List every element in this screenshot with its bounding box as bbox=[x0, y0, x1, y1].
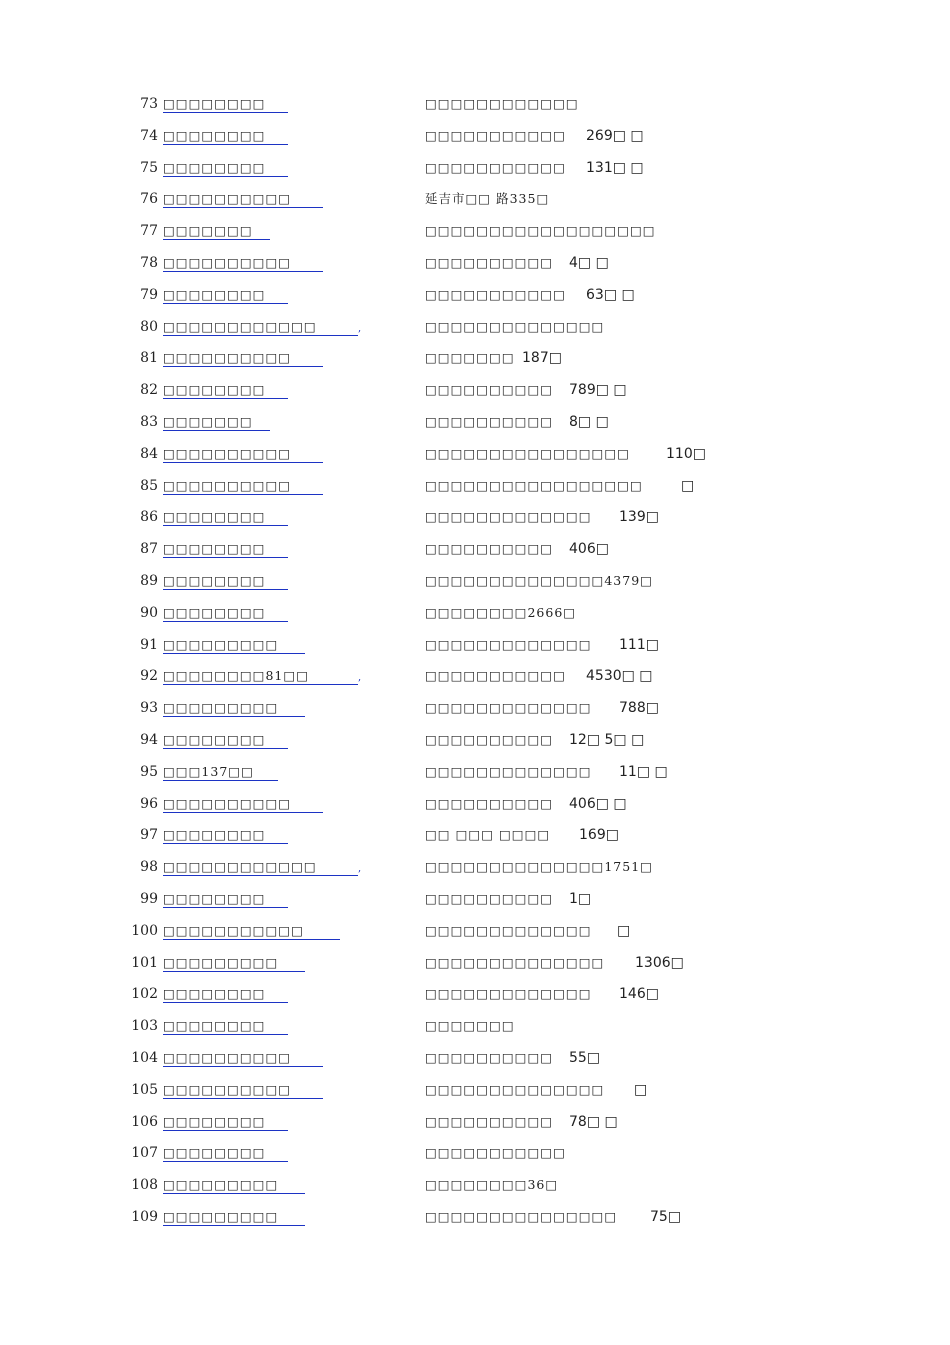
item-address: □□□□□□□□□□ bbox=[425, 1050, 554, 1065]
item-name-link[interactable]: □□□□□□□□□□□□ bbox=[163, 857, 358, 876]
item-name-link[interactable]: □□□□□□□□ bbox=[163, 158, 288, 177]
list-item bbox=[0, 1175, 950, 1195]
list-item bbox=[0, 1080, 950, 1100]
list-item bbox=[0, 603, 950, 623]
list-item bbox=[0, 253, 950, 273]
list-item bbox=[0, 1143, 950, 1163]
item-number: 92 bbox=[140, 668, 158, 685]
item-number: 77 bbox=[140, 223, 158, 240]
item-name-link[interactable]: □□□□□□□□□ bbox=[163, 953, 305, 972]
list-item bbox=[0, 953, 950, 973]
list-item bbox=[0, 825, 950, 845]
item-number: 85 bbox=[140, 477, 158, 494]
item-number-suffix: 8□ □ bbox=[569, 414, 609, 430]
list-item bbox=[0, 794, 950, 814]
item-number-suffix: 169□ bbox=[579, 827, 619, 844]
item-number: 82 bbox=[140, 382, 158, 399]
item-number: 91 bbox=[140, 636, 158, 653]
item-address: □□□□□□□□□□ bbox=[425, 414, 554, 429]
item-number: 109 bbox=[131, 1209, 158, 1225]
item-name-link[interactable]: □□□□□□□□ bbox=[163, 539, 288, 558]
list-item bbox=[0, 348, 950, 368]
item-address: □□□□□□□□□□□□□ bbox=[425, 700, 592, 716]
item-number-suffix: 75□ bbox=[650, 1209, 682, 1225]
item-address: □□□□□□□ bbox=[425, 1018, 515, 1034]
item-address: □□□□□□□□□□□□□□□□□□ bbox=[425, 223, 656, 239]
item-number: 105 bbox=[131, 1081, 158, 1098]
item-name-link[interactable]: □□□□□□□□□□ bbox=[163, 794, 323, 813]
comma-mark: , bbox=[358, 672, 362, 684]
item-number: 101 bbox=[131, 954, 158, 971]
list-item bbox=[0, 571, 950, 591]
item-address: □□□□□□□□□□□□□ bbox=[425, 636, 592, 652]
item-number: 73 bbox=[140, 96, 158, 112]
list-item bbox=[0, 1048, 950, 1068]
item-number: 98 bbox=[140, 859, 158, 876]
item-number-suffix: □ bbox=[617, 922, 631, 939]
item-address: □□□□□□□□□□□ bbox=[425, 668, 566, 684]
list-item bbox=[0, 539, 950, 559]
item-number-suffix: 110□ bbox=[666, 445, 706, 462]
item-name-link[interactable]: □□□□□□□□ bbox=[163, 603, 288, 622]
item-address: □□□□□□□□□□□ bbox=[425, 127, 566, 143]
item-name-link[interactable]: □□□□□□□□□□ bbox=[163, 348, 323, 367]
item-number: 100 bbox=[131, 922, 158, 939]
item-address: □□□□□□□□□□□□□□ bbox=[425, 954, 605, 970]
item-address: □□□□□□□□□□ bbox=[425, 382, 554, 398]
item-name-link[interactable]: □□□□□□□□ bbox=[163, 380, 288, 399]
item-address: □□□□□□□□□□□□□□□□□ bbox=[425, 477, 643, 493]
item-name-link[interactable]: □□□□□□□□ bbox=[163, 507, 288, 526]
item-address: □□□□□□□□□□□□□ bbox=[425, 509, 592, 525]
item-address: □□□□□□□□□□ bbox=[425, 1113, 554, 1129]
item-number: 103 bbox=[131, 1018, 158, 1035]
item-number: 93 bbox=[140, 700, 158, 717]
item-name-link[interactable]: □□□□□□□□ bbox=[163, 1112, 288, 1131]
item-name-link[interactable]: □□□□□□□ bbox=[163, 412, 270, 431]
item-address: □□□□□□□□□□□□□ bbox=[425, 763, 592, 779]
item-number: 102 bbox=[131, 986, 158, 1003]
item-number: 95 bbox=[140, 763, 158, 780]
item-address: □□□□□□□□36□ bbox=[425, 1177, 559, 1193]
list-item bbox=[0, 412, 950, 432]
item-number: 83 bbox=[140, 414, 158, 430]
item-name-link[interactable]: □□□□□□□□ bbox=[163, 285, 288, 304]
item-address: □□□□□□□□□□□□□□1751□ bbox=[425, 859, 653, 875]
item-name-link[interactable]: □□□□□□□□81□□ bbox=[163, 666, 358, 685]
item-number: 75 bbox=[140, 159, 158, 176]
list-item bbox=[0, 984, 950, 1004]
item-number-suffix: 12□ 5□ □ bbox=[569, 732, 645, 748]
item-name-link[interactable]: □□□□□□□□ bbox=[163, 889, 288, 908]
item-number: 107 bbox=[131, 1145, 158, 1162]
item-address: □□ □□□ □□□□ bbox=[425, 827, 551, 843]
item-number-suffix: 11□ □ bbox=[619, 763, 668, 780]
item-number: 94 bbox=[140, 732, 158, 748]
item-number-suffix: 1□ bbox=[569, 891, 592, 907]
item-number: 76 bbox=[140, 191, 158, 208]
item-address: □□□□□□□□□□□□□□ bbox=[425, 1081, 605, 1097]
list-item bbox=[0, 730, 950, 750]
item-number-suffix: 4530□ □ bbox=[586, 668, 653, 685]
item-number-suffix: 788□ bbox=[619, 700, 659, 717]
list-item bbox=[0, 1207, 950, 1227]
item-number: 97 bbox=[140, 827, 158, 844]
item-number-suffix: 78□ □ bbox=[569, 1113, 618, 1130]
item-number-suffix: 406□ bbox=[569, 541, 609, 558]
item-number-suffix: 4□ □ bbox=[569, 255, 609, 271]
item-number: 99 bbox=[140, 891, 158, 907]
item-address: □□□□□□□□□□□ bbox=[425, 159, 566, 175]
item-name-link[interactable]: □□□□□□□□ bbox=[163, 984, 288, 1003]
item-name-link[interactable]: □□□□□□□□□□ bbox=[163, 1048, 323, 1067]
item-name-link[interactable]: □□□□□□□□□□□ bbox=[163, 921, 340, 940]
item-name-link[interactable]: □□□□□□□□□□ bbox=[163, 476, 323, 495]
item-number: 84 bbox=[140, 445, 158, 462]
item-address: □□□□□□□□□□□□ bbox=[425, 96, 579, 111]
item-name-link[interactable]: □□□□□□□□ bbox=[163, 1143, 288, 1162]
item-name-link[interactable]: □□□□□□□□ bbox=[163, 126, 288, 145]
item-address: □□□□□□□ bbox=[425, 350, 515, 366]
item-name-link[interactable]: □□□□□□□□ bbox=[163, 1016, 288, 1035]
item-name-link[interactable]: □□□□□□□□□□ bbox=[163, 189, 323, 208]
item-number: 81 bbox=[140, 350, 158, 367]
item-number: 74 bbox=[140, 127, 158, 144]
item-address: □□□□□□□□□□□□□□□ bbox=[425, 1209, 618, 1224]
item-number-suffix: 187□ bbox=[522, 350, 562, 367]
item-address: 延吉市□□ 路335□ bbox=[425, 191, 550, 207]
item-number: 106 bbox=[131, 1113, 158, 1130]
item-number: 78 bbox=[140, 255, 158, 271]
item-name-link[interactable]: □□□□□□□□□ bbox=[163, 635, 305, 654]
item-number-suffix: □ bbox=[681, 477, 695, 494]
item-address: □□□□□□□□□□□□□ bbox=[425, 986, 592, 1002]
list-item bbox=[0, 94, 950, 114]
list-item bbox=[0, 507, 950, 527]
item-number-suffix: 1306□ bbox=[635, 954, 684, 971]
list-item bbox=[0, 444, 950, 464]
item-address: □□□□□□□□□□□□□ bbox=[425, 922, 592, 938]
comma-mark: , bbox=[358, 863, 362, 875]
item-name-link[interactable]: □□□□□□□□ bbox=[163, 825, 288, 844]
item-address: □□□□□□□□□□ bbox=[425, 255, 554, 270]
item-address: □□□□□□□□□□□ bbox=[425, 286, 566, 302]
item-address: □□□□□□□□□□□□□□4379□ bbox=[425, 573, 653, 588]
list-item bbox=[0, 189, 950, 209]
list-item bbox=[0, 762, 950, 782]
item-address: □□□□□□□□□□ bbox=[425, 541, 554, 557]
item-number: 89 bbox=[140, 573, 158, 589]
list-item bbox=[0, 158, 950, 178]
list-item bbox=[0, 1112, 950, 1132]
item-address: □□□□□□□□□□□□□□□□ bbox=[425, 445, 630, 461]
list-item bbox=[0, 221, 950, 241]
item-number-suffix: 146□ bbox=[619, 986, 659, 1003]
list-item bbox=[0, 285, 950, 305]
item-name-link[interactable]: □□□□□□□□ bbox=[163, 571, 288, 590]
list-item bbox=[0, 126, 950, 146]
item-address: □□□□□□□□□□ bbox=[425, 891, 554, 906]
comma-mark: , bbox=[358, 322, 362, 334]
item-name-link[interactable]: □□□□□□□□□□ bbox=[163, 444, 323, 463]
item-name-link[interactable]: □□□□□□□□□ bbox=[163, 1207, 305, 1226]
item-number-suffix: 406□ □ bbox=[569, 795, 627, 812]
item-address: □□□□□□□□□□□ bbox=[425, 1145, 566, 1161]
item-name-link[interactable]: □□□□□□□□□□ bbox=[163, 1080, 323, 1099]
item-name-link[interactable]: □□□□□□□□□□□□ bbox=[163, 317, 358, 336]
item-number: 108 bbox=[131, 1177, 158, 1194]
list-item bbox=[0, 921, 950, 941]
list-item bbox=[0, 317, 950, 337]
list-item bbox=[0, 889, 950, 909]
list-item bbox=[0, 476, 950, 496]
item-number: 79 bbox=[140, 286, 158, 303]
list-item bbox=[0, 380, 950, 400]
item-address: □□□□□□□□□□ bbox=[425, 795, 554, 811]
item-address: □□□□□□□□□□□□□□ bbox=[425, 318, 605, 334]
item-number-suffix: 269□ □ bbox=[586, 127, 644, 144]
item-number: 87 bbox=[140, 541, 158, 558]
item-number-suffix: 131□ □ bbox=[586, 159, 644, 176]
item-number: 86 bbox=[140, 509, 158, 526]
list-item bbox=[0, 635, 950, 655]
list-item bbox=[0, 698, 950, 718]
list-item bbox=[0, 1016, 950, 1036]
item-number: 104 bbox=[131, 1050, 158, 1066]
list-item bbox=[0, 666, 950, 686]
item-number-suffix: 63□ □ bbox=[586, 286, 635, 303]
item-number: 96 bbox=[140, 795, 158, 812]
item-name-link[interactable]: □□□□□□□□□ bbox=[163, 1175, 305, 1194]
list-item bbox=[0, 857, 950, 877]
item-number-suffix: 789□ □ bbox=[569, 382, 627, 399]
item-name-link[interactable]: □□□137□□ bbox=[163, 762, 278, 781]
item-name-link[interactable]: □□□□□□□□□ bbox=[163, 698, 305, 717]
item-number: 80 bbox=[140, 318, 158, 335]
item-number: 90 bbox=[140, 604, 158, 621]
item-address: □□□□□□□□□□ bbox=[425, 732, 554, 747]
item-number-suffix: □ bbox=[634, 1081, 648, 1098]
item-name-link[interactable]: □□□□□□□□□□ bbox=[163, 253, 323, 272]
item-address: □□□□□□□□2666□ bbox=[425, 604, 577, 620]
item-number-suffix: 111□ bbox=[619, 636, 659, 653]
item-name-link[interactable]: □□□□□□□□ bbox=[163, 94, 288, 113]
item-name-link[interactable]: □□□□□□□□ bbox=[163, 730, 288, 749]
item-name-link[interactable]: □□□□□□□ bbox=[163, 221, 270, 240]
item-number-suffix: 55□ bbox=[569, 1050, 601, 1066]
item-number-suffix: 139□ bbox=[619, 509, 659, 526]
